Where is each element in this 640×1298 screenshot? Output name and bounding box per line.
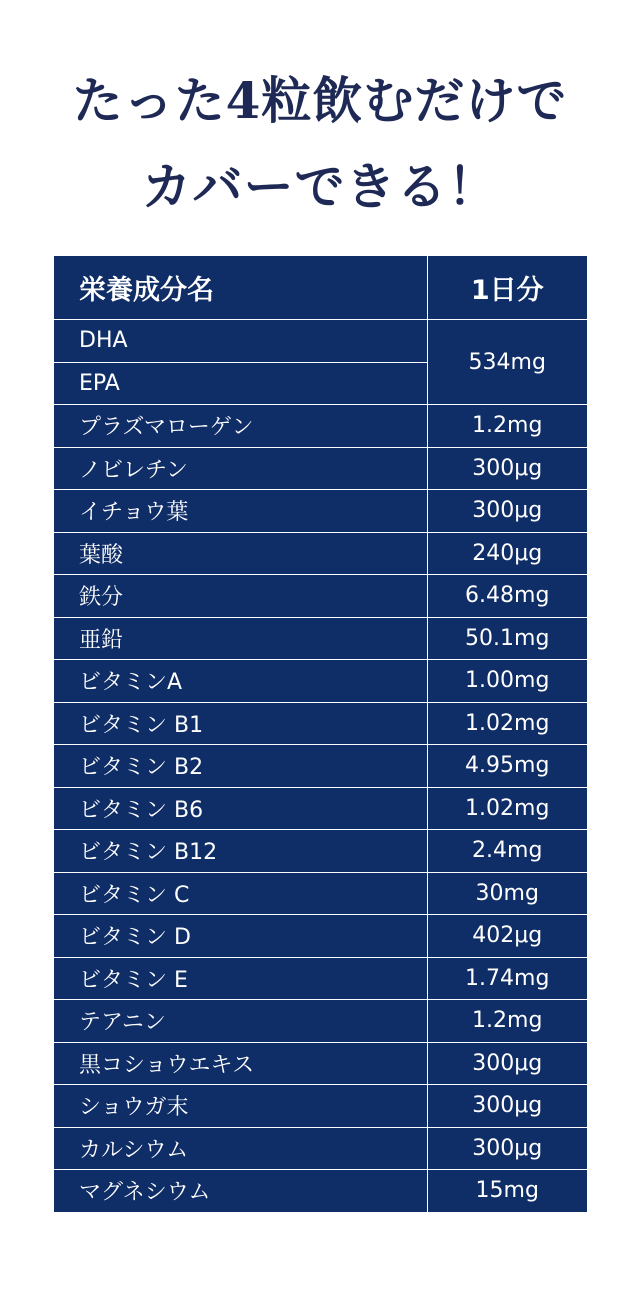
headline [0, 58, 640, 230]
table-row [54, 660, 587, 703]
nutrient-value: 1.02mg [427, 702, 587, 745]
table-row [54, 1042, 587, 1085]
table-row [54, 575, 587, 618]
table-row [54, 745, 587, 788]
nutrient-name: ビタミン C [54, 872, 427, 915]
nutrient-value: 534mg [427, 320, 587, 405]
nutrient-value: 300μg [427, 1085, 587, 1128]
nutrient-name: ビタミン B2 [54, 745, 427, 788]
nutrient-name: マグネシウム [54, 1170, 427, 1212]
nutrient-name: ビタミン E [54, 957, 427, 1000]
nutrient-table [54, 256, 587, 1212]
nutrient-name: テアニン [54, 1000, 427, 1043]
nutrient-value: 30mg [427, 872, 587, 915]
table-row [54, 1000, 587, 1043]
nutrient-name: 黒コショウエキス [54, 1042, 427, 1085]
nutrient-name: カルシウム [54, 1127, 427, 1170]
nutrient-value: 1.2mg [427, 405, 587, 448]
nutrient-value: 240μg [427, 532, 587, 575]
nutrient-value: 6.48mg [427, 575, 587, 618]
nutrient-value: 2.4mg [427, 830, 587, 873]
nutrient-value: 300μg [427, 447, 587, 490]
table-row [54, 1085, 587, 1128]
table-header-row [54, 256, 587, 320]
nutrient-value: 1.00mg [427, 660, 587, 703]
table-row [54, 405, 587, 448]
nutrient-name: ノビレチン [54, 447, 427, 490]
table-row [54, 617, 587, 660]
nutrient-value: 1.02mg [427, 787, 587, 830]
nutrient-name: 葉酸 [54, 532, 427, 575]
nutrient-value: 1.74mg [427, 957, 587, 1000]
table-row [54, 447, 587, 490]
table-row [54, 532, 587, 575]
nutrient-value: 300μg [427, 1042, 587, 1085]
table-row [54, 830, 587, 873]
nutrient-name: 鉄分 [54, 575, 427, 618]
table-row [54, 872, 587, 915]
nutrient-name: DHA [54, 320, 427, 363]
nutrient-name: ショウガ末 [54, 1085, 427, 1128]
nutrient-value: 1.2mg [427, 1000, 587, 1043]
nutrient-value: 4.95mg [427, 745, 587, 788]
header-nutrient-name: 栄養成分名 [54, 256, 427, 320]
headline-line-1: たった4粒飲むだけで [72, 71, 568, 130]
nutrient-name: ビタミン B12 [54, 830, 427, 873]
nutrient-name: EPA [54, 362, 427, 405]
table-row [54, 1170, 587, 1212]
nutrient-value: 300μg [427, 490, 587, 533]
nutrient-name: 亜鉛 [54, 617, 427, 660]
nutrient-name: イチョウ葉 [54, 490, 427, 533]
nutrient-name: ビタミン B1 [54, 702, 427, 745]
nutrient-value: 402μg [427, 915, 587, 958]
nutrient-value: 15mg [427, 1170, 587, 1212]
nutrient-name: ビタミン B6 [54, 787, 427, 830]
nutrient-value: 50.1mg [427, 617, 587, 660]
table-row [54, 1127, 587, 1170]
nutrient-value: 300μg [427, 1127, 587, 1170]
headline-line-2: カバーできる！ [141, 157, 499, 216]
table-row [54, 702, 587, 745]
nutrient-name: ビタミンA [54, 660, 427, 703]
table-row [54, 957, 587, 1000]
table-row [54, 787, 587, 830]
table-row [54, 490, 587, 533]
nutrient-name: プラズマローゲン [54, 405, 427, 448]
table-row [54, 915, 587, 958]
header-daily-amount: 1日分 [427, 256, 587, 320]
nutrient-name: ビタミン D [54, 915, 427, 958]
table-row [54, 320, 587, 363]
